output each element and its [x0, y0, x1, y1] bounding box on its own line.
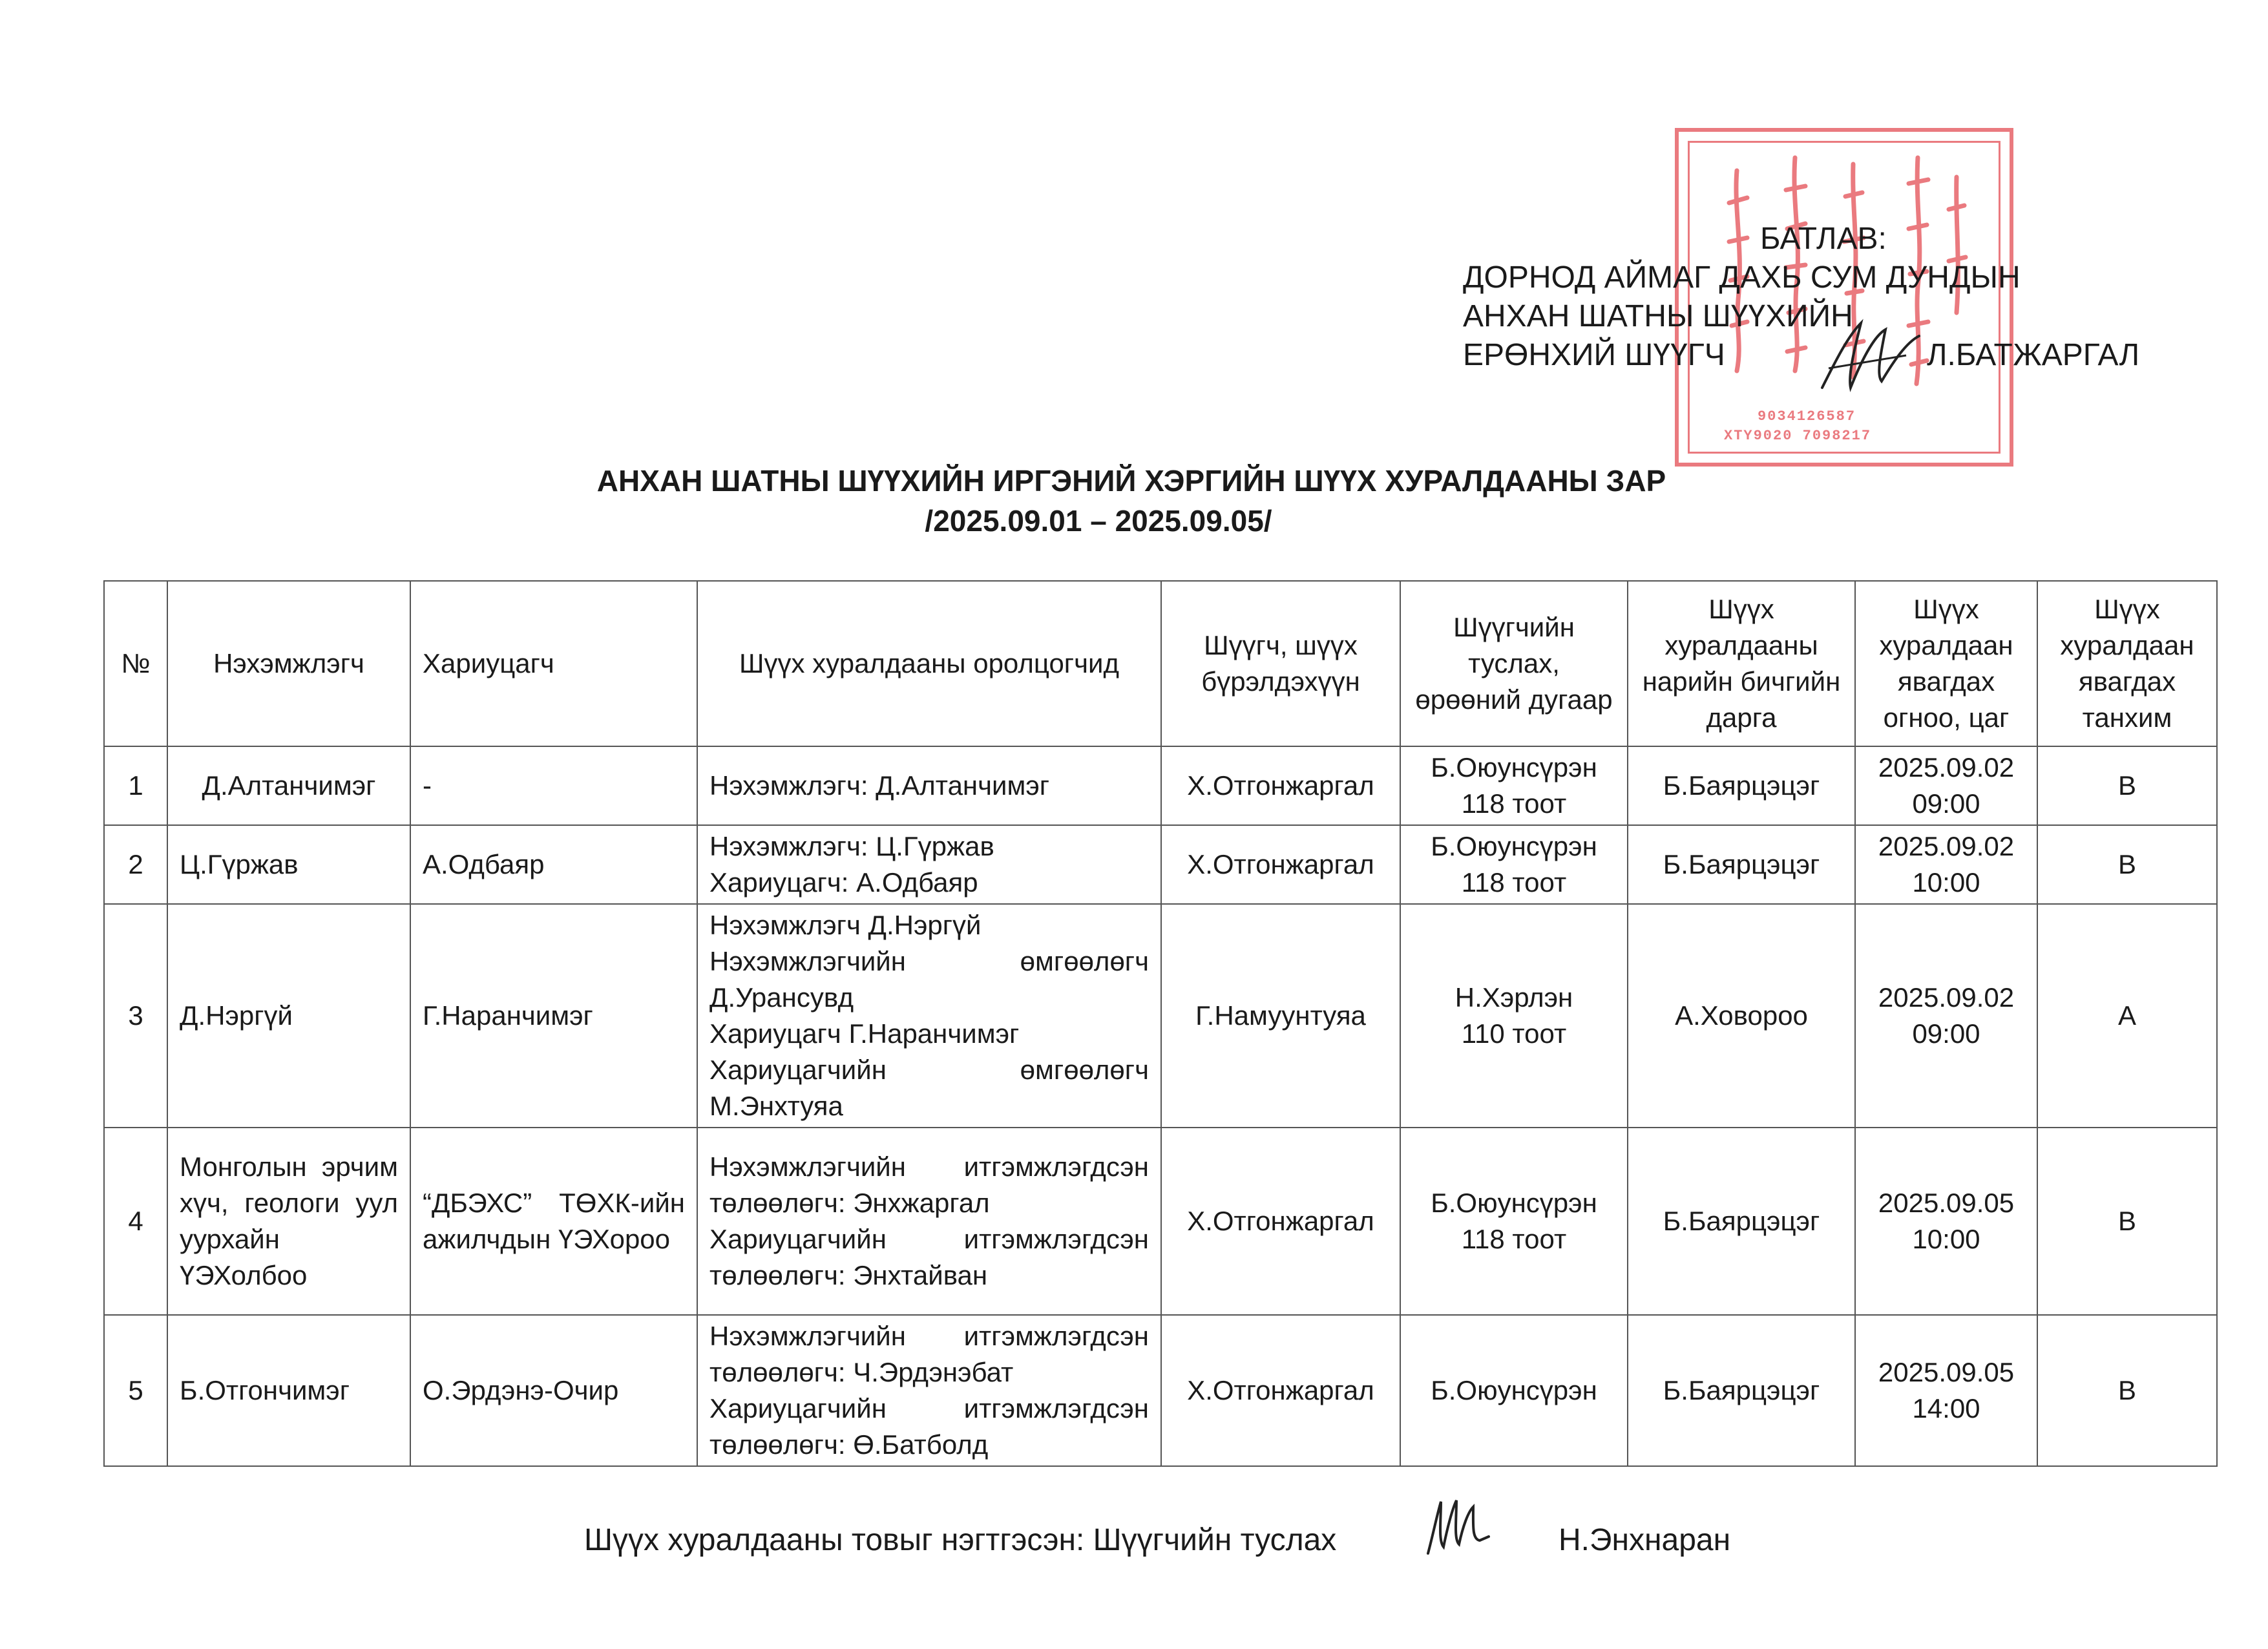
cell-judge: Х.Отгонжаргал: [1161, 1128, 1400, 1315]
cell-hall: В: [2037, 746, 2217, 825]
cell-datetime: [1855, 825, 2037, 904]
cell-number: 4: [104, 1128, 167, 1315]
room-number: 118 тоот: [1461, 788, 1567, 819]
cell-participants: [697, 746, 1161, 825]
cell-number: 5: [104, 1315, 167, 1466]
handwritten-signature-icon: [1809, 310, 1932, 401]
compiled-by-label: Шүүх хуралдааны товыг нэгтгэсэн: Шүүгчийн туслах: [584, 1523, 1337, 1557]
cell-defendant: О.Эрдэнэ-Очир: [410, 1315, 697, 1466]
cell-number: 3: [104, 904, 167, 1128]
stamp-code-line-1: 9034126587: [1758, 408, 1856, 425]
header-defendant: Хариуцагч: [410, 581, 697, 746]
table-row: [104, 1128, 2217, 1315]
cell-datetime: [1855, 746, 2037, 825]
cell-assistant: [1400, 904, 1628, 1128]
participant-line: Хариуцагчийн итгэмжлэгдсэн төлөөлөгч: Ө.Батболд: [709, 1393, 1149, 1460]
participant-line: Нэхэмжлэгч: Д.Алтанчимэг: [709, 770, 1050, 801]
cell-secretary: Б.Баярцэцэг: [1628, 1128, 1855, 1315]
hearing-date: 2025.09.05: [1878, 1188, 2015, 1218]
assistant-name: Б.Оюунсүрэн: [1431, 831, 1597, 861]
hearing-time: 10:00: [1912, 867, 1980, 898]
cell-plaintiff: Ц.Гүржав: [167, 825, 410, 904]
cell-secretary: Б.Баярцэцэг: [1628, 746, 1855, 825]
table-row: [104, 825, 2217, 904]
cell-number: 1: [104, 746, 167, 825]
cell-assistant: [1400, 825, 1628, 904]
cell-secretary: Б.Баярцэцэг: [1628, 1315, 1855, 1466]
cell-participants: [697, 825, 1161, 904]
hearing-schedule-table: [103, 580, 2218, 1467]
header-assistant-room: Шүүгчийн туслах, өрөөний дугаар: [1400, 581, 1628, 746]
participant-line: Нэхэмжлэгчийн итгэмжлэгдсэн төлөөлөгч: Энхжаргал: [709, 1151, 1149, 1218]
participant-line: Хариуцагчийн өмгөөлөгч М.Энхтуяа: [709, 1055, 1149, 1121]
assistant-name: Н.Энхнаран: [1559, 1523, 1731, 1557]
hearing-date: 2025.09.02: [1878, 831, 2015, 861]
header-hall: Шүүх хуралдаан явагдах танхим: [2037, 581, 2217, 746]
cell-participants: [697, 904, 1161, 1128]
room-number: 110 тоот: [1461, 1018, 1567, 1049]
participant-line: Хариуцагч: А.Одбаяр: [709, 867, 978, 898]
header-judge: Шүүгч, шүүх бүрэлдэхүүн: [1161, 581, 1400, 746]
cell-datetime: [1855, 1315, 2037, 1466]
approval-line-2: АНХАН ШАТНЫ ШҮҮХИЙН: [1463, 299, 1853, 333]
cell-datetime: [1855, 904, 2037, 1128]
approved-label: БАТЛАВ:: [1760, 222, 1887, 256]
header-datetime: Шүүх хуралдаан явагдах огноо, цаг: [1855, 581, 2037, 746]
cell-assistant: [1400, 1315, 1628, 1466]
cell-participants: [697, 1315, 1161, 1466]
participant-line: Нэхэмжлэгч Д.Нэргүй: [709, 910, 982, 940]
cell-judge: Х.Отгонжаргал: [1161, 1315, 1400, 1466]
cell-secretary: А.Ховороо: [1628, 904, 1855, 1128]
cell-judge: Х.Отгонжаргал: [1161, 746, 1400, 825]
assistant-name: Б.Оюунсүрэн: [1431, 1375, 1597, 1405]
participant-line: Хариуцагчийн итгэмжлэгдсэн төлөөлөгч: Энхтайван: [709, 1224, 1149, 1290]
approval-line-1: ДОРНОД АЙМАГ ДАХЬ СУМ ДУНДЫН: [1463, 260, 2021, 295]
table-row: [104, 904, 2217, 1128]
cell-plaintiff: Б.Отгончимэг: [167, 1315, 410, 1466]
assistant-name: Н.Хэрлэн: [1454, 982, 1573, 1013]
participant-line: Хариуцагч Г.Наранчимэг: [709, 1018, 1020, 1049]
table-row: [104, 746, 2217, 825]
header-plaintiff: Нэхэмжлэгч: [167, 581, 410, 746]
header-secretary: Шүүх хуралдааны нарийн бичгийн дарга: [1628, 581, 1855, 746]
approval-line-3: ЕРӨНХИЙ ШҮҮГЧ: [1463, 338, 1725, 372]
handwritten-signature-icon: [1422, 1489, 1493, 1566]
cell-plaintiff: Д.Алтанчимэг: [167, 746, 410, 825]
cell-hall: А: [2037, 904, 2217, 1128]
assistant-name: Б.Оюунсүрэн: [1431, 1188, 1597, 1218]
stamp-code-line-2: ХТҮ9020 7098217: [1724, 428, 1872, 444]
cell-participants: [697, 1128, 1161, 1315]
hearing-date: 2025.09.02: [1878, 982, 2015, 1013]
cell-defendant: -: [410, 746, 697, 825]
header-number: №: [104, 581, 167, 746]
chief-judge-name: Л.БАТЖАРГАЛ: [1927, 338, 2140, 372]
cell-defendant: А.Одбаяр: [410, 825, 697, 904]
hearing-time: 14:00: [1912, 1393, 1980, 1423]
cell-datetime: [1855, 1128, 2037, 1315]
participant-line: Нэхэмжлэгчийн итгэмжлэгдсэн төлөөлөгч: Ч.Эрдэнэбат: [709, 1321, 1149, 1387]
cell-assistant: [1400, 746, 1628, 825]
cell-defendant: Г.Наранчимэг: [410, 904, 697, 1128]
hearing-time: 09:00: [1912, 1018, 1980, 1049]
table-row: [104, 1315, 2217, 1466]
cell-number: 2: [104, 825, 167, 904]
document-title: АНХАН ШАТНЫ ШҮҮХИЙН ИРГЭНИЙ ХЭРГИЙН ШҮҮХ ХУРАЛДААНЫ ЗАР: [596, 464, 1666, 498]
cell-plaintiff: Д.Нэргүй: [167, 904, 410, 1128]
cell-judge: Г.Намуунтуяа: [1161, 904, 1400, 1128]
header-participants: Шүүх хуралдааны оролцогчид: [697, 581, 1161, 746]
cell-judge: Х.Отгонжаргал: [1161, 825, 1400, 904]
hearing-time: 10:00: [1912, 1224, 1980, 1254]
hearing-time: 09:00: [1912, 788, 1980, 819]
table-header-row: [104, 581, 2217, 746]
room-number: 118 тоот: [1461, 867, 1567, 898]
cell-secretary: Б.Баярцэцэг: [1628, 825, 1855, 904]
participant-line: Нэхэмжлэгч: Ц.Гүржав: [709, 831, 994, 861]
document-period: /2025.09.01 – 2025.09.05/: [925, 504, 1272, 538]
cell-hall: В: [2037, 825, 2217, 904]
participant-line: Нэхэмжлэгчийн өмгөөлөгч Д.Урансувд: [709, 946, 1149, 1013]
cell-hall: В: [2037, 1128, 2217, 1315]
cell-defendant: “ДБЭХС” ТӨХК-ийн ажилчдын ҮЭХороо: [410, 1128, 697, 1315]
room-number: 118 тоот: [1461, 1224, 1567, 1254]
hearing-date: 2025.09.02: [1878, 752, 2015, 782]
assistant-name: Б.Оюунсүрэн: [1431, 752, 1597, 782]
approval-block: [1463, 220, 2140, 375]
hearing-date: 2025.09.05: [1878, 1357, 2015, 1387]
cell-assistant: [1400, 1128, 1628, 1315]
cell-hall: В: [2037, 1315, 2217, 1466]
cell-plaintiff: Монголын эрчим хүч, геологи уул уурхайн ҮЭХолбоо: [167, 1128, 410, 1315]
